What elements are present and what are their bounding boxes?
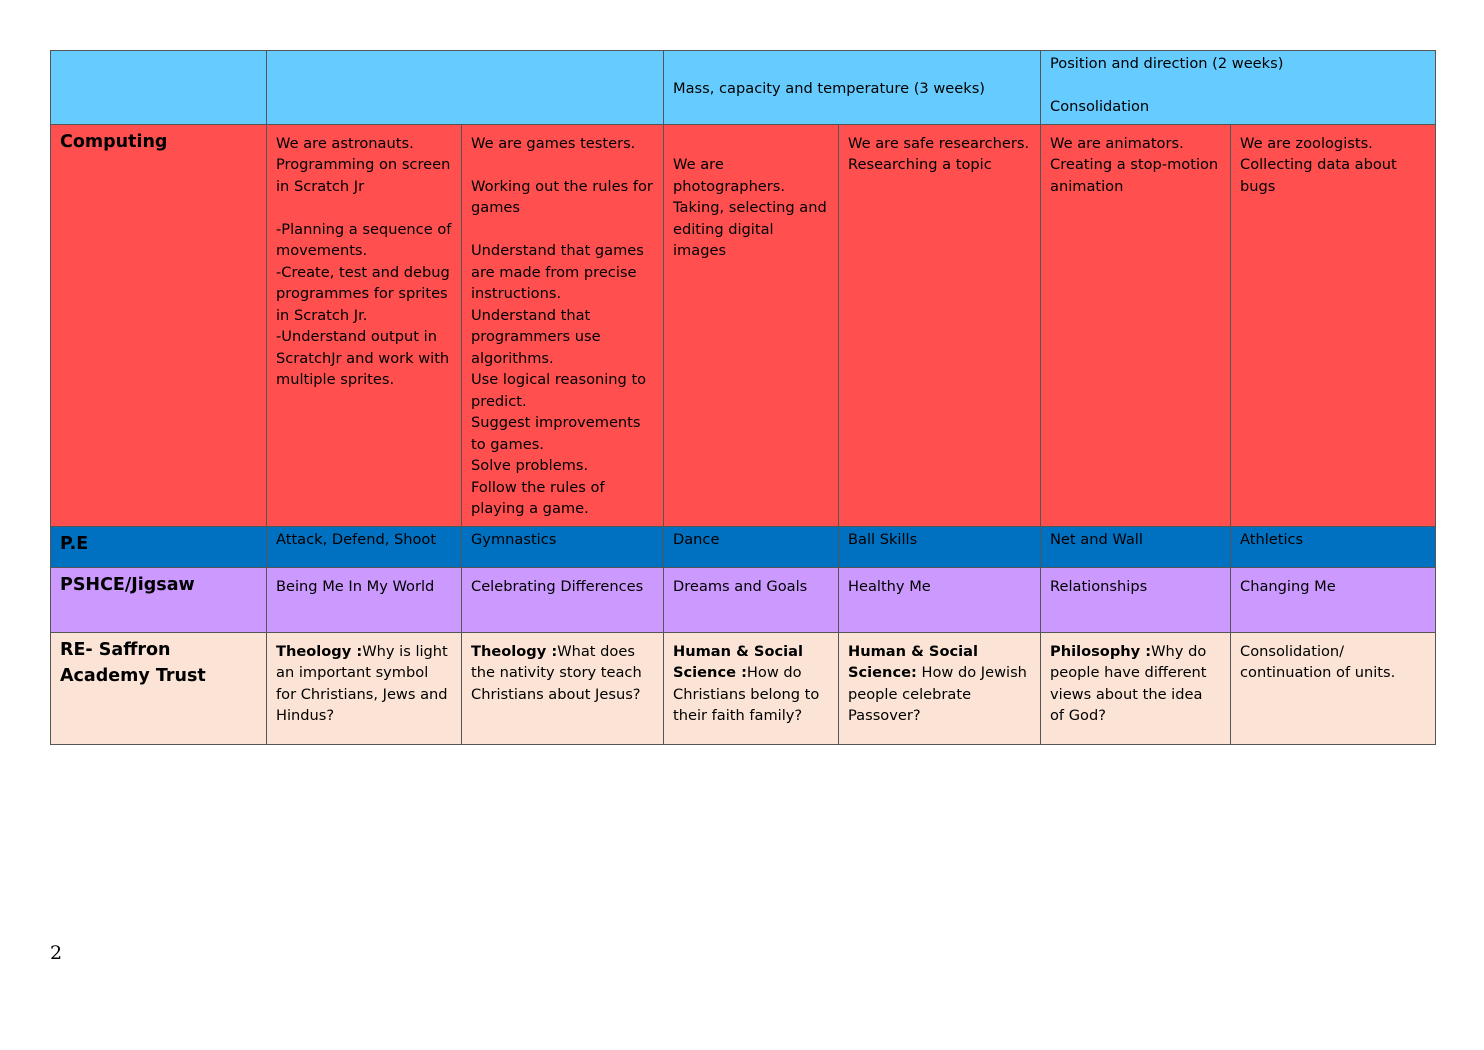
pe-unit-3: Dance [664,526,839,567]
re-row [51,632,1436,744]
re-unit-2: Theology :What does the nativity story teach Christians about Jesus? [462,632,664,744]
position-direction-cell [1041,51,1436,125]
re-unit-3: Human & Social Science :How do Christians belong to their faith family? [664,632,839,744]
pshce-unit-3: Dreams and Goals [664,567,839,632]
computing-unit-2: We are games testers. Working out the rules for games Understand that games are made from precise instructions. Understand that programmers use algorithms. Use logical reasoning to predict. Suggest improvements to games. Solve problems. Follow the rules of playing a game. [462,124,664,526]
computing-unit-6: We are zoologists. Collecting data about bugs [1231,124,1436,526]
curriculum-table [50,50,1436,745]
maths-row [51,51,1436,125]
consolidation-text: Consolidation [1050,98,1150,115]
computing-unit-3: We are photographers. Taking, selecting and editing digital images [664,124,839,526]
re-unit-4: Human & Social Science: How do Jewish people celebrate Passover? [839,632,1041,744]
mass-capacity-cell [664,51,1041,125]
pe-unit-1: Attack, Defend, Shoot [267,526,462,567]
mass-capacity-text: Mass, capacity and temperature (3 weeks) [673,79,985,97]
pe-unit-2: Gymnastics [462,526,664,567]
pe-unit-5: Net and Wall [1041,526,1231,567]
pshce-unit-4: Healthy Me [839,567,1041,632]
pe-unit-4: Ball Skills [839,526,1041,567]
computing-row [51,124,1436,526]
re-subject: RE- Saffron Academy Trust [51,632,267,744]
pe-unit-6: Athletics [1231,526,1436,567]
pe-row [51,526,1436,567]
computing-unit-5: We are animators. Creating a stop-motion animation [1041,124,1231,526]
pshce-row [51,567,1436,632]
re-unit-6: Consolidation/ continuation of units. [1231,632,1436,744]
page-number: 2 [50,942,63,964]
pshce-unit-5: Relationships [1041,567,1231,632]
computing-unit-1: We are astronauts. Programming on screen in Scratch Jr -Planning a sequence of movements. -Create, test and debug programmes for sprites in Scratch Jr. -Understand output in ScratchJr and work with multiple sprites. [267,124,462,526]
pshce-unit-6: Changing Me [1231,567,1436,632]
computing-subject: Computing [51,124,267,526]
maths-term1-cell [267,51,664,125]
pshce-unit-2: Celebrating Differences [462,567,664,632]
re-unit-1: Theology :Why is light an important symbol for Christians, Jews and Hindus? [267,632,462,744]
pshce-subject: PSHCE/Jigsaw [51,567,267,632]
maths-subject-cell [51,51,267,125]
computing-unit-4: We are safe researchers. Researching a topic [839,124,1041,526]
pe-subject: P.E [51,526,267,567]
pshce-unit-1: Being Me In My World [267,567,462,632]
position-direction-text: Position and direction (2 weeks) [1050,55,1284,72]
re-unit-5: Philosophy :Why do people have different views about the idea of God? [1041,632,1231,744]
